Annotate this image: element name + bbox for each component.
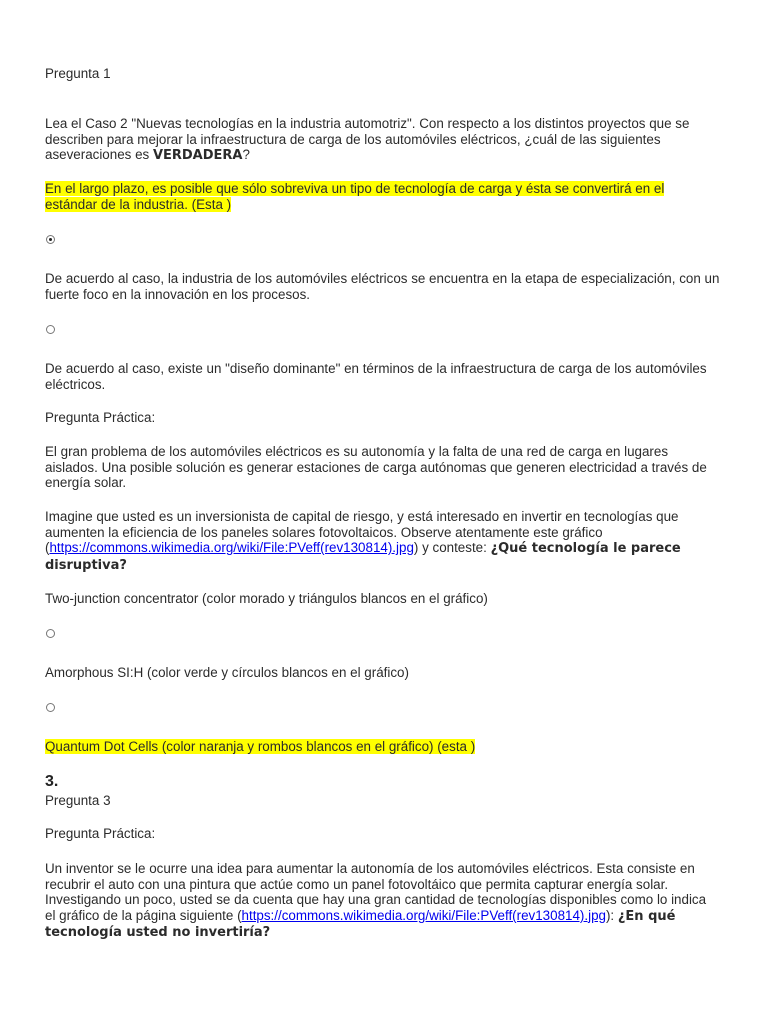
radio-button[interactable] (46, 703, 55, 712)
practice-option-2: Amorphous SI:H (color verde y círculos blancos en el gráfico) (45, 665, 409, 680)
radio-button[interactable] (46, 325, 55, 334)
wikimedia-link[interactable]: https://commons.wikimedia.org/wiki/File:PVeff(rev130814).jpg (241, 907, 606, 923)
question-1-option-2: De acuerdo al caso, la industria de los automóviles eléctricos se encuentra en la etapa de especialización, con un fuerte foco en la innovación en los procesos. (45, 271, 720, 302)
paragraph-text-continued: ): (605, 907, 618, 923)
paragraph-text: Imagine que usted es un inversionista de capital de riesgo, y está interesado en invertir en tecnologías que aumenten la eficiencia de los paneles solares fotovoltaicos. Observe atentamente este gráfico ( (45, 509, 679, 556)
radio-button[interactable] (46, 629, 55, 638)
prompt-end: ? (242, 147, 250, 163)
question-1-option-1 (45, 181, 720, 212)
question-1-option-3: De acuerdo al caso, existe un "diseño dominante" en términos de la infraestructura de carga de los automóviles eléctricos. (45, 361, 707, 392)
highlighted-answer: En el largo plazo, es posible que sólo sobreviva un tipo de tecnología de carga y ésta se convertirá en el estándar de la industria. (Esta ) (45, 181, 665, 212)
question-3-paragraph (45, 861, 720, 941)
prompt-emphasis: VERDADERA (152, 148, 243, 164)
highlighted-answer: Quantum Dot Cells (color naranja y rombos blancos en el gráfico) (esta ) (45, 739, 476, 754)
paragraph-text: Un inventor se le ocurre una idea para aumentar la autonomía de los automóviles eléctricos. Esta consiste en recubrir el auto con una pintura que actúe como un panel fotovoltáico que permita capturar energía solar. Investigando un poco, usted se da cuenta que hay una gran cantidad de tecnologías disponibles como lo indica el gráfico de la página siguiente ( (45, 861, 707, 923)
question-emphasis: ¿En qué tecnología usted no invertiría? (45, 908, 676, 941)
question-3-label: Pregunta 3 (45, 793, 111, 808)
question-3-number: 3. (45, 773, 59, 790)
prompt-text: Lea el Caso 2 "Nuevas tecnologías en la industria automotriz". Con respecto a los distintos proyectos que se describen para mejorar la infraestructura de carga de los automóviles eléctricos, ¿cuál de las siguientes aseveraciones es (45, 116, 690, 163)
question-1-label: Pregunta 1 (45, 66, 111, 81)
practice-option-3 (45, 739, 720, 755)
question-1-prompt (45, 116, 720, 164)
question-emphasis: ¿Qué tecnología le parece disruptiva? (45, 541, 681, 573)
practice-paragraph-2 (45, 509, 720, 573)
question-3-practice-label: Pregunta Práctica: (45, 826, 156, 841)
radio-button-selected[interactable] (46, 235, 55, 244)
practice-question-label: Pregunta Práctica: (45, 410, 156, 425)
practice-paragraph-1: El gran problema de los automóviles eléctricos es su autonomía y la falta de una red de carga en lugares aislados. Una posible solución es generar estaciones de carga autónomas que generen electricidad a través de energía solar. (45, 444, 707, 491)
practice-option-1: Two-junction concentrator (color morado y triángulos blancos en el gráfico) (45, 591, 488, 606)
paragraph-text-continued: ) y conteste: (413, 540, 491, 556)
wikimedia-link[interactable]: https://commons.wikimedia.org/wiki/File:PVeff(rev130814).jpg (49, 540, 414, 556)
